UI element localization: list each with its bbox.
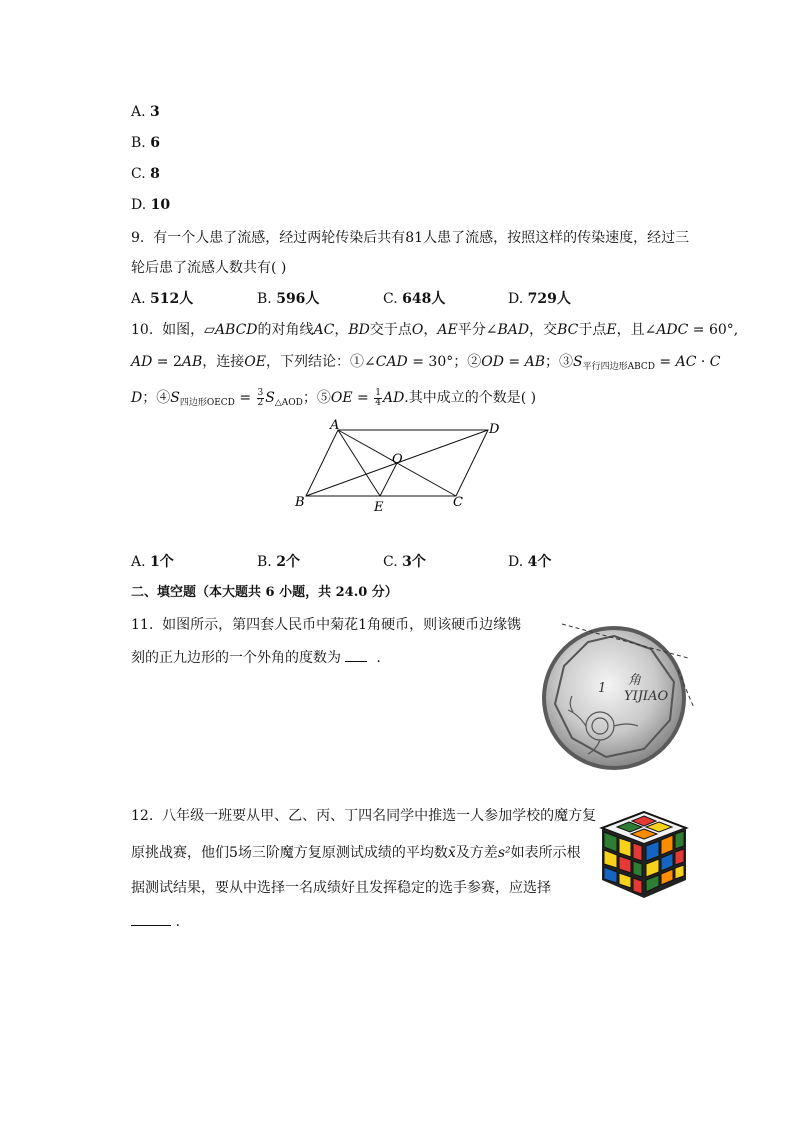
rubiks-cube-image [594,806,694,908]
section-fill-in-title: 二、填空题（本大题共 6 小题，共 24.0 分） [131,585,398,600]
fraction-1-4: $\frac{1}{4}$ [375,387,381,408]
label-b: B [295,495,305,510]
label-a: A [330,418,340,433]
q8-option-c: C. 8 [131,166,160,182]
q11-answer-blank[interactable] [345,661,367,662]
label-e: E [374,500,384,515]
q9-line1: 9. 有一个人患了流感，经过两轮传染后共有81人患了流感，按照这样的传染速度，经过三 [131,230,690,246]
coin-pinyin: YIJIAO [624,689,669,704]
q9-option-d: D. 729人 [508,291,571,307]
q12-line4: . [131,912,180,932]
q10-line2: AD = 2AB，连接OE，下列结论：①∠CAD = 30°；②OD = AB；$③S_{平行四边形ABCD}$ = AC · C [131,354,721,372]
label-o: O [392,452,403,467]
q9-option-a: A. 512人 [131,291,194,307]
label-c: C [453,495,463,510]
q10-option-b: B. 2个 [257,554,300,570]
q10-line3: D；$④S_{四边形OECD}$ = $\frac{3}{2}$ $S_{\triangle AOD}$；⑤OE = $\frac{1}{4}$ AD.其中成立的个数是( ) [131,387,537,408]
coin-char: 角 [628,673,642,688]
coin-digit: 1 [598,681,607,696]
q12-line2: 原挑战赛，他们5场三阶魔方复原测试成绩的平均数x̄及方差s²如表所示根 [131,845,581,861]
q11-line2: 刻的正九边形的一个外角的度数为 . [131,650,381,666]
q8-option-a: A. 3 [131,104,160,120]
q9-option-b: B. 596人 [257,291,320,307]
q10-option-a: A. 1个 [131,554,174,570]
fraction-3-2: $\frac{3}{2}$ [257,387,264,408]
q8-option-b: B. 6 [131,135,160,151]
q9-option-c: C. 648人 [383,291,446,307]
q12-line3: 据测试结果，要从中选择一名成绩好且发挥稳定的选手参赛，应选择 [131,880,551,896]
label-d: D [489,422,500,437]
q10-option-d: D. 4个 [508,554,552,570]
q12-line1: 12. 八年级一班要从甲、乙、丙、丁四名同学中推选一人参加学校的魔方复 [131,808,597,824]
q12-answer-blank[interactable] [131,925,171,926]
segment-ae [338,430,380,496]
q10-line1: 10. 如图，▱ABCD的对角线AC，BD交于点O，AE平分∠BAD，交BC于点E，且∠ADC = 60°, [131,322,739,338]
q10-option-c: C. 3个 [383,554,426,570]
q9-line2: 轮后患了流感人数共有( ) [131,260,287,276]
q8-option-d: D. 10 [131,197,171,213]
coin-image [538,614,694,774]
q11-line1: 11. 如图所示，第四套人民币中菊花1角硬币，则该硬币边缘镌 [131,617,522,633]
parallelogram-figure [290,418,510,518]
